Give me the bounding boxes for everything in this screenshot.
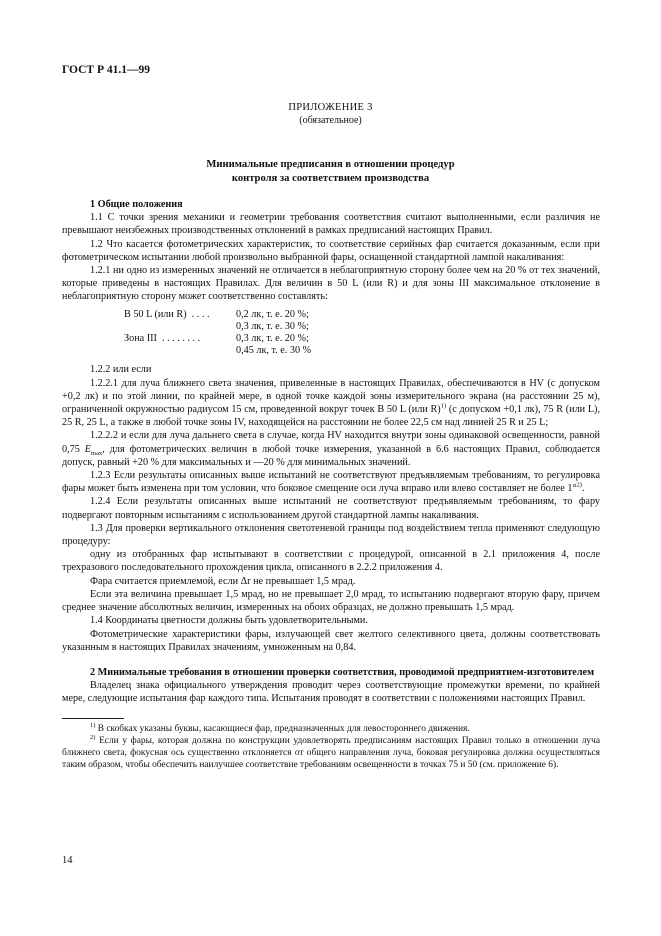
table-value: 0,3 лк, т. е. 30 %; [236,320,309,332]
paragraph-2-1: Владелец знака официального утверждения проводит через соответствующие промежутки времени, по крайней мере, следующие испытания фар каждого типа. Испытания проводят в соответствии с положениями настоящих Правил. [62,680,600,705]
section-title-line-2: контроля за соответствием производства [231,173,430,184]
table-row [124,321,600,333]
table-label [124,345,236,357]
footnote-mark: 1) [90,721,96,729]
paragraph-1-1: 1.1 С точки зрения механики и геометрии требования соответствия считают выполненными, если различия не превышают неизбежных производственных отклонений в рамках предписаний настоящих Правил. [62,212,600,237]
paragraph-1-3-a: одну из отобранных фар испытывают в соответствии с процедурой, описанной в 2.1 приложения 4, после трехразового последовательного прохождения цикла, описанного в 2.2.2 приложения 4. [62,549,600,574]
document-code: ГОСТ Р 41.1—99 [62,64,150,76]
footnote-ref-1: 1) [440,402,447,410]
page-number: 14 [62,855,73,866]
paragraph-text: 1.2.2.2 и если для луча дальнего света в случае, когда HV находится внутри зоны одинаковой освещенности, равной 0,75 [62,430,600,455]
paragraph-1-4: 1.4 Координаты цветности должны быть удовлетворительными. [90,615,368,627]
table-value: 0,3 лк, т. е. 20 %; [236,333,309,345]
emax-subscript: max [91,449,103,457]
section-title-line-1: Минимальные предписания в отношении процедур [206,159,455,170]
paragraph-1-2-2-2 [62,429,600,469]
heading-section-2: 2 Минимальные требования в отношении проверки соответствия, проводимой предприятием-изготовителем [90,666,595,678]
paragraph-1-3-c: Если эта величина превышает 1,5 мрад, но не превышает 2,0 мрад, то испытанию подвергают вторую фару, причем среднее значение абсолютных величин, измеренных на обоих образцах, не должно превышать 1,5 мрад. [62,588,600,614]
footnote-separator [62,718,124,719]
paragraph-text: 1.2.2.1 для луча ближнего света значения, привеленные в настоящих Правилах, обеспечиваются в HV (с допуском +0,2 лк) и по этой линии, по крайней мере, в одной точке каждой зоны измерительного экрана (на расстоянии 25 м), ограниченной окружностью радиусом 15 см, проведенной вокруг точек В 50 L (или R) [62,377,600,416]
footnote-1 [62,723,600,735]
footnote-mark: 2) [90,733,96,741]
table-label: В 50 L (или R) . . . . [124,308,210,320]
paragraph-1-2-4: 1.2.4 Если результаты описанных выше испытаний не соответствуют предъявляемым требованиям, то фару подвергают повторным испытаниям с использованием другой стандартной лампы накаливания. [62,496,600,521]
table-row [124,333,600,345]
paragraph-1-2-3: 1.2.3 Если результаты описанных выше испытаний не соответствуют предъявляемым требованиям, то регулировка фары может быть изменена при том условии, что боковое смещение оси луча вправо или влево составляет не более 1°$^{2)}$. [62,470,600,495]
footnote-text: Если у фары, которая должна по конструкции удовлетворять предписаниям настоящих Правил только в отношении луча ближнего света, фокусная ось существенно отклоняется от общего направления луча, боковая регулировка должна осуществляться таким образом, чтобы обеспечить наилучшее соответствие требованиям освещенности в точках 75 и 50 (см. приложение 6). [62,735,600,770]
heading-general: 1 Общие положения [90,199,183,210]
paragraph-1-2: 1.2 Что касается фотометрических характеристик, то соответствие серийных фар считается доказанным, если при фотометрическом испытании любой произвольно выбранной фары, оснащенной стандартной лампой накаливания: [62,238,600,263]
table-row [124,345,600,357]
footnote-ref-2: 2) [576,481,582,489]
tolerance-table [124,309,600,358]
table-value: 0,45 лк, т. е. 30 % [236,345,312,357]
paragraph-1-2-2-1 [62,377,600,430]
document-body [62,198,600,771]
table-row [124,309,600,321]
paragraph-text: (с допуском +0,1 лк), 75 R (или L), 25 R, 25 L, а также в любой точке зоны IV, находящейся на расстоянии не более 22,5 см над линией 25 R и 25 L; [62,404,600,429]
paragraph-1-3-b: Фара считается приемлемой, если Δr не превышает 1,5 мрад. [90,575,356,587]
footnote-text: В скобках указаны буквы, касающиеся фар, предназначенных для левостороннего движения. [95,723,470,734]
paragraph-1-2-2: 1.2.2 или если [90,364,152,376]
footnote-2 [62,735,600,771]
paragraph-text: 1.2.3 Если результаты описанных выше испытаний не соответствуют предъявляемым требованиям, то регулировка фары может быть изменена при том условии, что боковое смещение оси луча вправо или влево составляет не более 1° [62,470,600,495]
paragraph-1-2-1: 1.2.1 ни одно из измеренных значений не отличается в неблагоприятную сторону более чем на 20 % от тех значений, которые приведены в настоящих Правилах. Для величин в 50 L (или R) и для зоны III максимальное отклонение в неблагоприятную сторону может соответственно составлять: [62,265,600,303]
paragraph-text: , для фотометрических величин в любой точке измерения, указанной в 6.6 настоящих Правил, соблюдается допуск, равный +20 % для максимальных и —20 % для минимальных значений. [62,443,600,468]
paragraph-1-4-b: Фотометрические характеристики фары, излучающей свет желтого селективного цвета, должны соответствовать указанным в настоящих Правилах значениям, умноженным на 0,84. [62,628,600,653]
table-value: 0,2 лк, т. е. 20 %; [236,308,309,320]
table-label [124,321,236,333]
appendix-subtitle: (обязательное) [299,115,362,126]
paragraph-1-3: 1.3 Для проверки вертикального отклонения светотеневой границы под воздействием тепла применяют следующую процедуру: [62,522,600,548]
emax-symbol: E [84,443,92,455]
table-label: Зона III . . . . . . . . [124,333,201,345]
appendix-title: ПРИЛОЖЕНИЕ 3 [288,102,373,113]
